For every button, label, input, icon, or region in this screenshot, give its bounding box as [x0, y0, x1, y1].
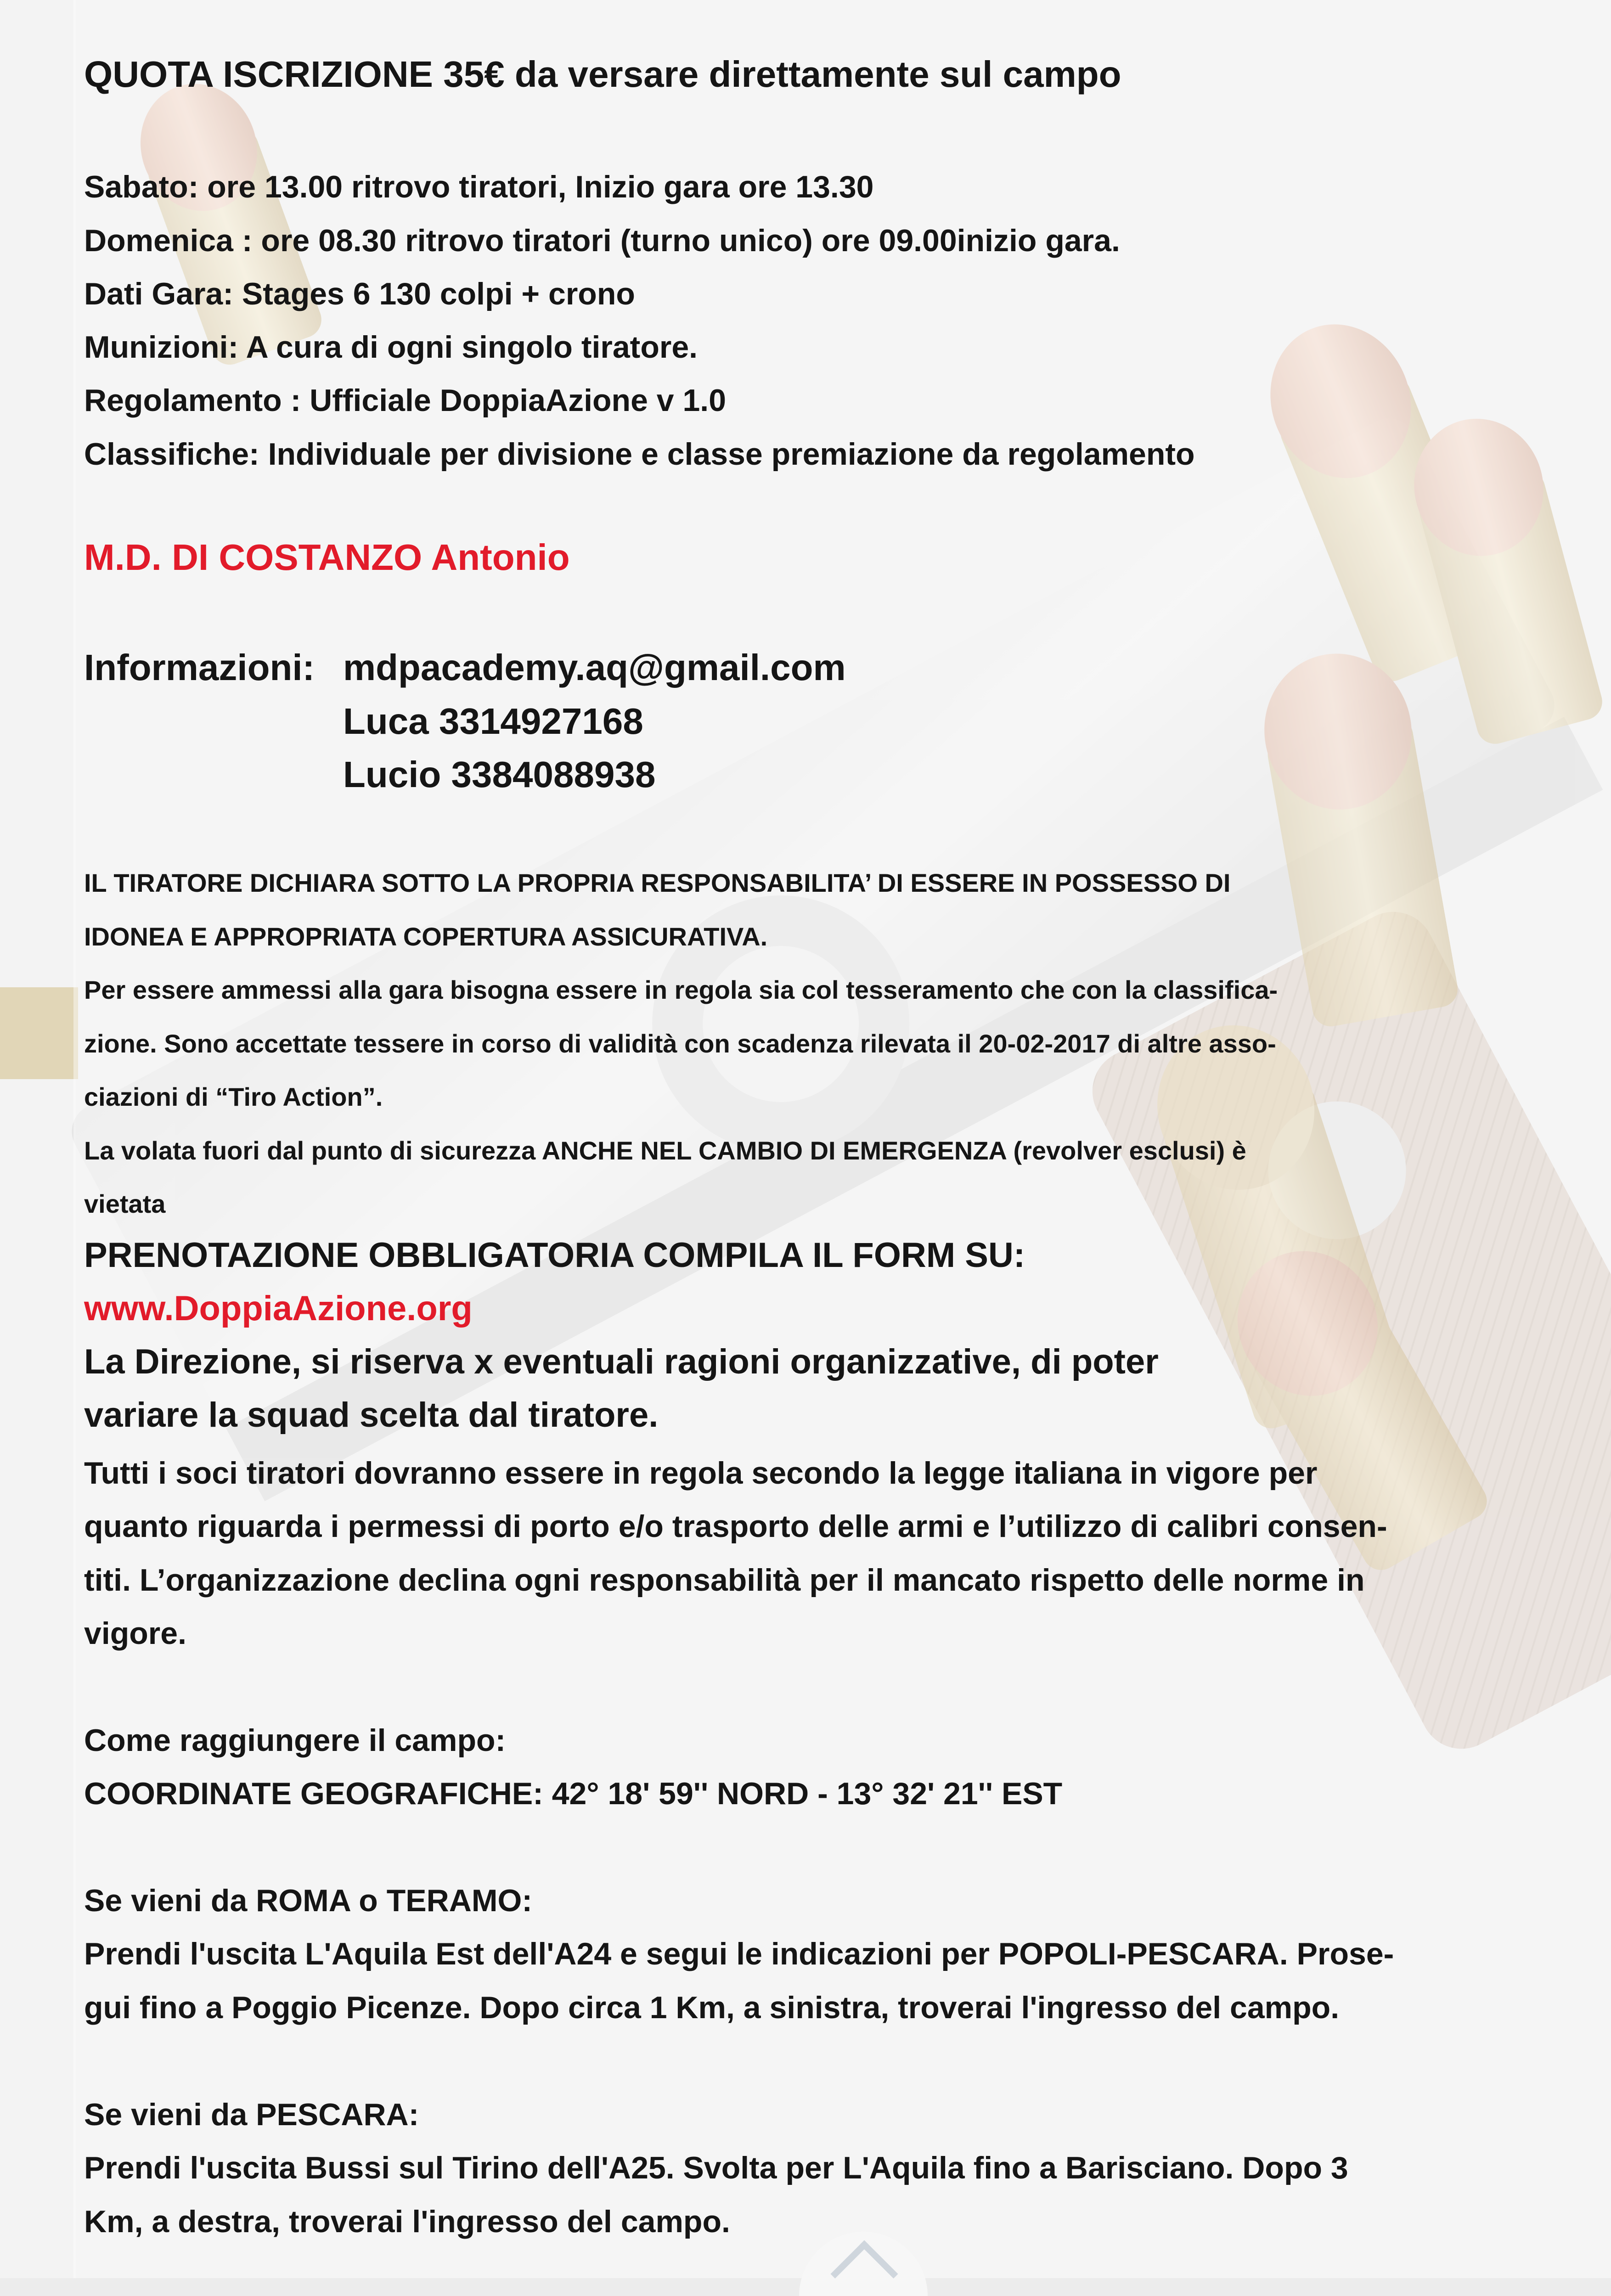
contact-email[interactable]: mdpacademy.aq@gmail.com	[343, 647, 846, 688]
rules-line: quanto riguarda i permessi di porto e/o trasporto delle armi e l’utilizzo di calibri consen-	[84, 1509, 1387, 1544]
contacts-label: Informazioni:	[84, 647, 315, 688]
route-pescara-title: Se vieni da PESCARA:	[84, 2097, 419, 2132]
rules-line: titi. L’organizzazione declina ogni responsabilità per il mancato rispetto delle norme in	[84, 1563, 1365, 1598]
disclaimer-line: La volata fuori dal punto di sicurezza ANCHE NEL CAMBIO DI EMERGENZA (revolver esclusi) è	[84, 1136, 1246, 1165]
rules-line: Tutti i soci tiratori dovranno essere in regola secondo la legge italiana in vigore per	[84, 1456, 1318, 1491]
location-title: Come raggiungere il campo:	[84, 1723, 506, 1758]
disclaimer-line: zione. Sono accettate tessere in corso di validità con scadenza rilevata il 20-02-2017 di altre asso-	[84, 1029, 1276, 1058]
route-pescara-line: Prendi l'uscita Bussi sul Tirino dell'A25. Svolta per L'Aquila fino a Barisciano. Dopo 3	[84, 2150, 1348, 2185]
route-roma-line: Prendi l'uscita L'Aquila Est dell'A24 e segui le indicazioni per POPOLI-PESCARA. Prose-	[84, 1936, 1394, 1971]
chevron-up-icon	[830, 2240, 898, 2296]
booking-link[interactable]: www.DoppiaAzione.org	[84, 1289, 473, 1328]
contact-phone-lucio[interactable]: Lucio 3384088938	[343, 754, 656, 795]
booking-note-line: variare la squad scelta dal tiratore.	[84, 1396, 659, 1435]
booking-title: PRENOTAZIONE OBBLIGATORIA COMPILA IL FORM SU:	[84, 1236, 1025, 1275]
schedule-line-saturday: Sabato: ore 13.00 ritrovo tiratori, Inizio gara ore 13.30	[84, 169, 874, 204]
schedule-line-sunday: Domenica : ore 08.30 ritrovo tiratori (turno unico) ore 09.00inizio gara.	[84, 223, 1120, 258]
schedule-line-rankings: Classifiche: Individuale per divisione e classe premiazione da regolamento	[84, 437, 1195, 472]
registration-fee: QUOTA ISCRIZIONE 35€ da versare direttamente sul campo	[84, 54, 1121, 95]
disclaimer-line: ciazioni di “Tiro Action”.	[84, 1082, 383, 1111]
schedule-line-match-data: Dati Gara: Stages 6 130 colpi + crono	[84, 276, 635, 311]
booking-note-line: La Direzione, si riserva x eventuali ragioni organizzative, di poter	[84, 1342, 1159, 1381]
route-roma-title: Se vieni da ROMA o TERAMO:	[84, 1883, 533, 1918]
contact-phone-luca[interactable]: Luca 3314927168	[343, 701, 643, 742]
location-coordinates: COORDINATE GEOGRAFICHE: 42° 18' 59'' NORD - 13° 32' 21'' EST	[84, 1776, 1063, 1811]
disclaimer-line: IDONEA E APPROPRIATA COPERTURA ASSICURATIVA.	[84, 922, 768, 951]
match-director: M.D. DI COSTANZO Antonio	[84, 537, 570, 578]
disclaimer-line: Per essere ammessi alla gara bisogna essere in regola sia col tesseramento che con la classifica-	[84, 975, 1278, 1004]
schedule-line-ammunition: Munizioni: A cura di ogni singolo tiratore.	[84, 330, 698, 365]
route-roma-line: gui fino a Poggio Picenze. Dopo circa 1 Km, a sinistra, troverai l'ingresso del campo.	[84, 1990, 1340, 2025]
schedule-line-rules: Regolamento : Ufficiale DoppiaAzione v 1.0	[84, 383, 727, 418]
route-pescara-line: Km, a destra, troverai l'ingresso del campo.	[84, 2204, 730, 2239]
disclaimer-line: vietata	[84, 1189, 166, 1218]
disclaimer-line: IL TIRATORE DICHIARA SOTTO LA PROPRIA RESPONSABILITA’ DI ESSERE IN POSSESSO DI	[84, 868, 1231, 897]
rules-line: vigore.	[84, 1616, 186, 1651]
